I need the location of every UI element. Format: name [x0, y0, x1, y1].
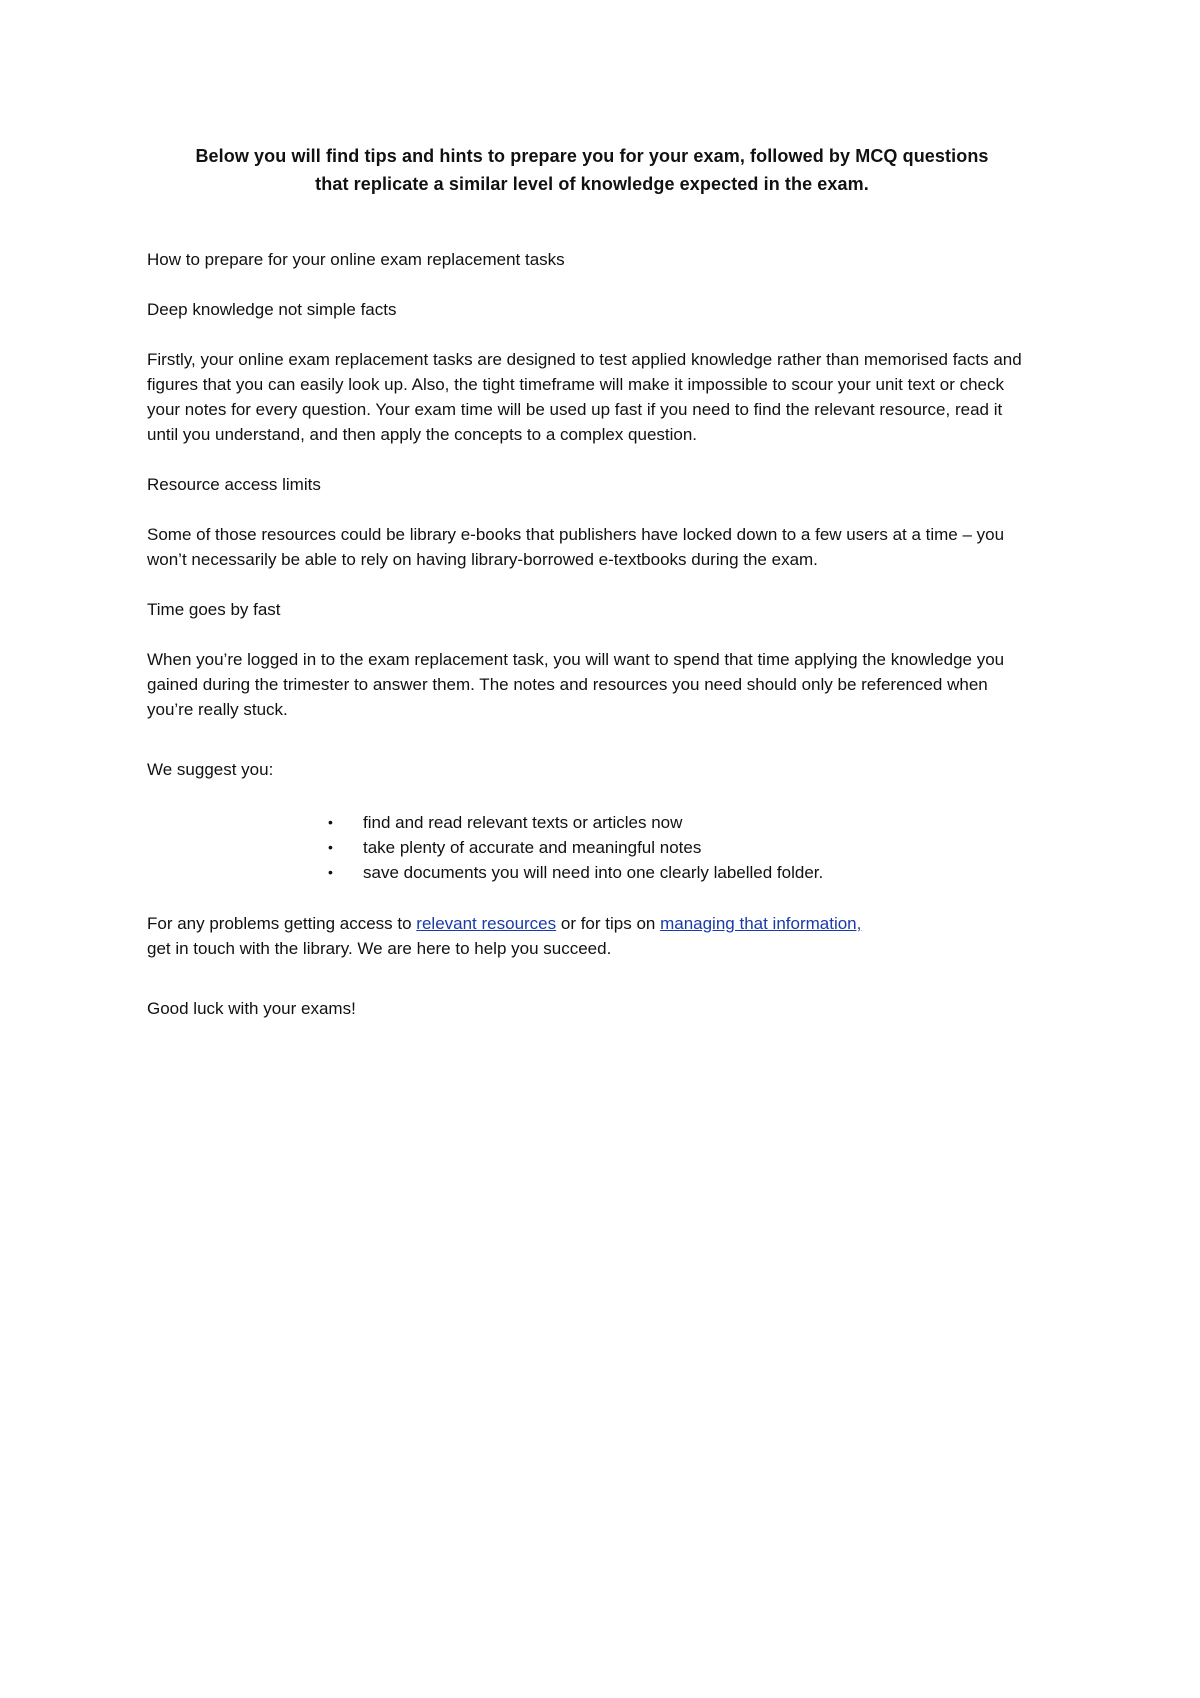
heading-resource-access: Resource access limits — [147, 475, 321, 494]
paragraph-time: When you’re logged in to the exam replacement task, you will want to spend that time applying the knowledge you gained during the trimester to answer them. The notes and resources you need should only be referenced when you’re really stuck. — [147, 650, 1005, 719]
list-item — [328, 860, 1037, 885]
managing-information-link[interactable]: managing that information, — [660, 914, 862, 933]
bullet-icon: • — [328, 839, 333, 855]
paragraph-problems — [147, 911, 1037, 961]
paragraph-firstly: Firstly, your online exam replacement tasks are designed to test applied knowledge rather than memorised facts and figures that you can easily look up. Also, the tight timeframe will make it impossible to scour your unit text or check your notes for every question. Your exam time will be used up fast if you need to find the relevant resource, read it until you understand, and then apply the concepts to a complex question. — [147, 350, 1022, 444]
list-item — [328, 835, 1037, 860]
relevant-resources-link[interactable]: relevant resources — [416, 914, 557, 933]
heading-prepare: How to prepare for your online exam replacement tasks — [147, 250, 565, 269]
bullet-icon: • — [328, 864, 333, 880]
list-item — [328, 810, 1037, 835]
intro-line-2: that replicate a similar level of knowledge expected in the exam. — [315, 174, 869, 194]
problems-line-1 — [147, 911, 1037, 936]
paragraph-resource-access: Some of those resources could be library e-books that publishers have locked down to a few users at a time – you won’t necessarily be able to rely on having library-borrowed e-textbooks during the exam. — [147, 525, 1005, 569]
good-luck-text: Good luck with your exams! — [147, 999, 356, 1018]
problems-line-2: get in touch with the library. We are here to help you succeed. — [147, 939, 612, 958]
heading-deep-knowledge: Deep knowledge not simple facts — [147, 300, 397, 319]
list-item-text: find and read relevant texts or articles now — [363, 813, 683, 832]
list-item-text: save documents you will need into one clearly labelled folder. — [363, 863, 824, 882]
heading-time-goes-fast: Time goes by fast — [147, 600, 281, 619]
bullet-icon: • — [328, 814, 333, 830]
problems-text-1: For any problems getting access to — [147, 914, 417, 933]
intro-line-1: Below you will find tips and hints to prepare you for your exam, followed by MCQ questions — [195, 146, 989, 166]
intro-heading — [147, 142, 1037, 198]
we-suggest-label: We suggest you: — [147, 760, 274, 779]
list-item-text: take plenty of accurate and meaningful notes — [363, 838, 702, 857]
document-body — [147, 142, 1037, 1046]
suggestion-list — [147, 810, 1037, 885]
problems-text-2: or for tips on — [556, 914, 661, 933]
